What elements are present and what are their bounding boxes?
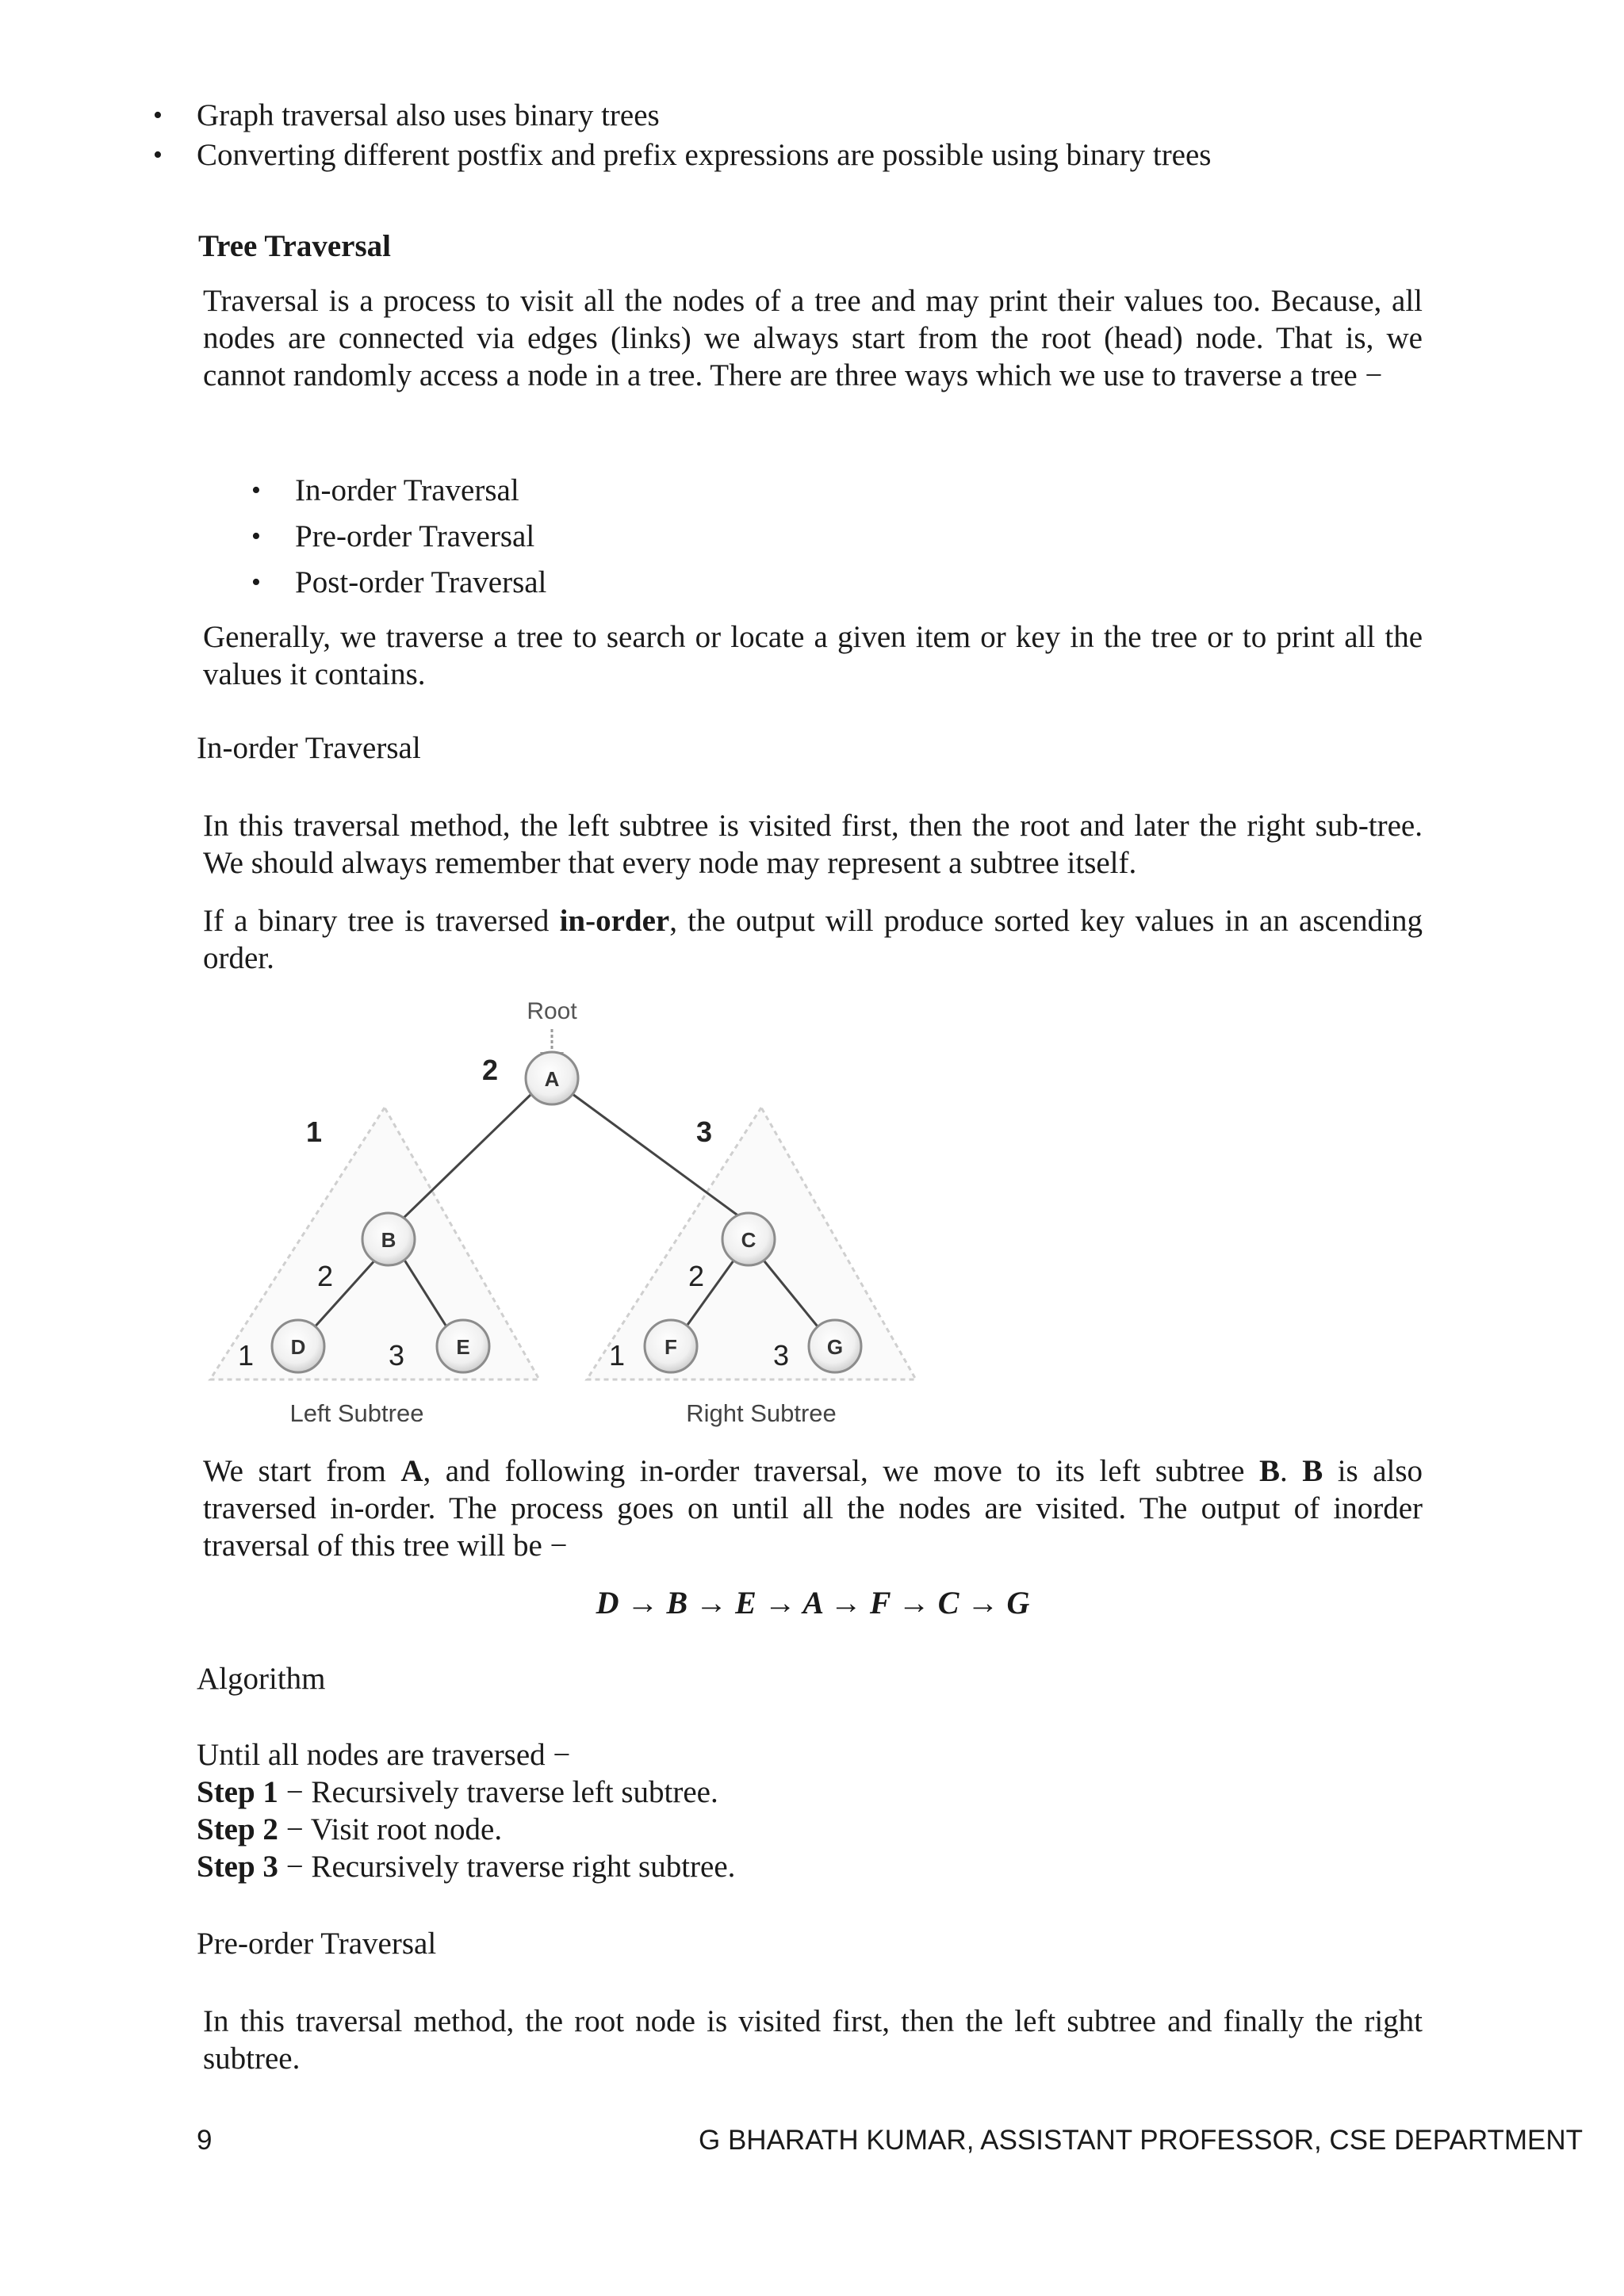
binary-tree-diagram — [198, 991, 944, 1435]
order-label-b: 2 — [316, 1260, 334, 1292]
algorithm-step: Step 1 − Recursively traverse left subtree. — [197, 1775, 718, 1809]
traversal-types-list — [295, 472, 1088, 610]
node-d — [272, 1320, 324, 1372]
node-f — [645, 1320, 697, 1372]
svg-text:E: E — [456, 1335, 470, 1359]
order-label-right: 3 — [695, 1115, 713, 1148]
page-number: 9 — [197, 2125, 213, 2156]
list-item: • Converting different postfix and prefix expressions are possible using binary trees — [197, 136, 1545, 176]
svg-text:C: C — [741, 1228, 756, 1252]
inorder-keyword: in-order — [559, 904, 670, 938]
algorithm-step: Step 3 − Recursively traverse right subtree. — [197, 1850, 736, 1884]
order-label-e: 3 — [388, 1339, 405, 1372]
node-e — [437, 1320, 489, 1372]
preorder-heading: Pre-order Traversal — [197, 1927, 437, 1961]
tree-traversal-intro: Traversal is a process to visit all the nodes of a tree and may print their values too. Because, all nodes are connected via edges (links) we always start from the root (head) node. That is, we cannot randomly access a node in a tree. There are three ways which we use to traverse a tree − — [203, 284, 1423, 392]
order-label-c: 2 — [688, 1260, 705, 1292]
root-label: Root — [527, 998, 577, 1024]
algorithm-block — [197, 1736, 1386, 1885]
footer-author: G BHARATH KUMAR, ASSISTANT PROFESSOR, CSE DEPARTMENT — [699, 2125, 1583, 2156]
node-b — [362, 1213, 415, 1265]
inorder-para1: In this traversal method, the left subtree is visited first, then the root and later the right sub-tree. We should always remember that every node may represent a subtree itself. — [203, 809, 1423, 880]
algorithm-heading: Algorithm — [197, 1662, 326, 1696]
inorder-para2: If a binary tree is traversed in-order, the output will produce sorted key values in an ascending order. — [203, 904, 1423, 975]
node-c — [722, 1213, 775, 1265]
order-label-root: 2 — [481, 1054, 499, 1086]
svg-text:F: F — [665, 1335, 677, 1359]
list-item: • In-order Traversal — [295, 472, 1088, 518]
top-bullet-list — [197, 97, 1545, 176]
edge-a-b — [400, 1094, 531, 1221]
list-item: • Post-order Traversal — [295, 564, 1088, 610]
algorithm-step: Step 2 − Visit root node. — [197, 1812, 503, 1846]
edge-a-c — [573, 1094, 745, 1221]
inorder-para3: We start from A, and following in-order traversal, we move to its left subtree B. B is also traversed in-order. The process goes on until all the nodes are visited. The output of inorder traversal of this tree will be − — [203, 1454, 1423, 1563]
preorder-para1: In this traversal method, the root node is visited first, then the left subtree and finally the right subtree. — [203, 2004, 1423, 2076]
svg-text:G: G — [826, 1335, 844, 1359]
node-a — [526, 1052, 578, 1104]
inorder-output: D → B → E → A → F → C → G — [596, 1585, 1030, 1621]
svg-text:D: D — [290, 1335, 306, 1359]
tree-traversal-heading: Tree Traversal — [198, 229, 391, 263]
svg-text:A: A — [544, 1067, 560, 1091]
left-subtree-caption: Left Subtree — [289, 1399, 424, 1427]
svg-text:B: B — [381, 1228, 396, 1252]
order-label-d: 1 — [237, 1339, 255, 1372]
list-item: • Pre-order Traversal — [295, 518, 1088, 564]
node-g — [809, 1320, 861, 1372]
list-item: • Graph traversal also uses binary trees — [197, 97, 1545, 136]
order-label-f: 1 — [608, 1339, 626, 1372]
inorder-heading: In-order Traversal — [197, 731, 421, 765]
right-subtree-caption: Right Subtree — [686, 1399, 837, 1427]
order-label-g: 3 — [772, 1339, 790, 1372]
tree-traversal-general: Generally, we traverse a tree to search or locate a given item or key in the tree or to print all the values it contains. — [203, 620, 1423, 691]
order-label-left: 1 — [305, 1115, 323, 1148]
algorithm-intro: Until all nodes are traversed − — [197, 1738, 571, 1772]
